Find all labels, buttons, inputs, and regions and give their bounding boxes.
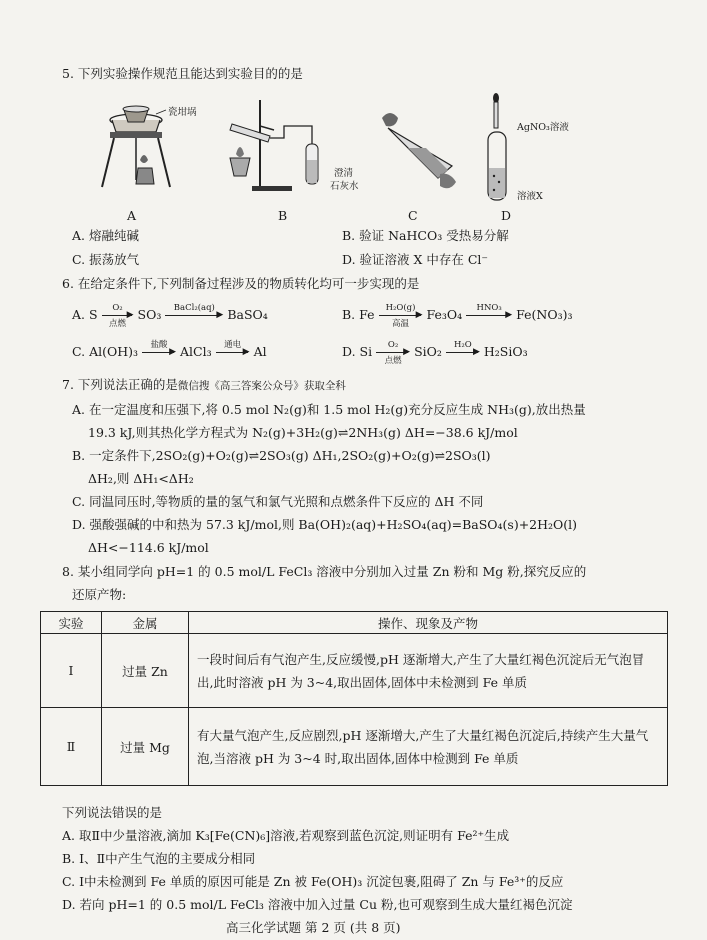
q6c-start: C. Al(OH)₃ xyxy=(72,344,139,359)
q6a-arrow-1: O₂ ▶ 点燃 xyxy=(102,308,134,323)
q6d-start: D. Si xyxy=(342,344,373,359)
q6c-mid: AlCl₃ xyxy=(179,344,212,359)
table-header-row xyxy=(41,612,668,634)
q5-option-a: A. 熔融纯碱 xyxy=(72,228,139,243)
q8-stem-1: 8. 某小组同学向 pH=1 的 0.5 mol/L FeCl₃ 溶液中分别加入过量 Zn 粉和 Mg 粉,探究反应的 xyxy=(62,564,587,579)
cell-experiment-1: Ⅰ xyxy=(41,634,102,708)
q6c-cond-1-top: 盐酸 xyxy=(150,340,168,350)
cell-metal-2: 过量 Mg xyxy=(102,708,189,786)
q6-option-c xyxy=(72,340,267,360)
q6-option-a xyxy=(72,303,268,329)
q8-option-c: C. Ⅰ中未检测到 Fe 单质的原因可能是 Zn 被 Fe(OH)₃ 沉淀包裹,阻碍了 Zn 与 Fe³⁺的反应 xyxy=(62,874,564,889)
q6a-cond-1-top: O₂ xyxy=(112,303,123,313)
cell-experiment-2: Ⅱ xyxy=(41,708,102,786)
q7-stem-text: 7. 下列说法正确的是 xyxy=(62,377,178,392)
cell-observation-2: 有大量气泡产生,反应剧烈,pH 逐渐增大,产生了大量红褐色沉淀后,持续产生大量气泡,当溶液 pH 为 3~4 时,取出固体,固体中检测到 Fe 单质 xyxy=(189,708,668,786)
q6c-arrow-1: 盐酸 ▶ xyxy=(142,345,176,360)
cell-metal-1: 过量 Zn xyxy=(102,634,189,708)
q8-option-b: B. Ⅰ、Ⅱ中产生气泡的主要成分相同 xyxy=(62,851,256,866)
q7-line-1: A. 在一定温度和压强下,将 0.5 mol N₂(g)和 1.5 mol H₂(g)充分反应生成 NH₃(g),放出热量 xyxy=(72,402,586,417)
q5-option-d: D. 验证溶液 X 中存在 Cl⁻ xyxy=(342,252,489,267)
q6c-end: Al xyxy=(253,344,267,359)
q6d-mid: SiO₂ xyxy=(414,344,442,359)
q7-stem xyxy=(62,377,346,394)
q6d-arrow-2: H₂O ▶ xyxy=(446,345,480,360)
q6d-cond-1-bot: 点燃 xyxy=(384,356,402,366)
q6d-end: H₂SiO₃ xyxy=(483,344,528,359)
note-crucible: 瓷坩埚 xyxy=(168,107,197,118)
table-row xyxy=(41,634,668,708)
note-limewater-2: 石灰水 xyxy=(330,181,359,192)
q6a-mid: SO₃ xyxy=(137,307,162,322)
q6b-cond-2-top: HNO₃ xyxy=(476,303,502,313)
q6-option-b xyxy=(342,303,573,329)
q6c-arrow-2: 通电 ▶ xyxy=(216,345,250,360)
q7-line-7: ΔH<−114.6 kJ/mol xyxy=(88,540,209,555)
q7-line-4: ΔH₂,则 ΔH₁<ΔH₂ xyxy=(88,471,194,486)
q8-option-a: A. 取Ⅱ中少量溶液,滴加 K₃[Fe(CN)₆]溶液,若观察到蓝色沉淀,则证明有 Fe²⁺生成 xyxy=(62,828,510,843)
q7-watermark: 微信搜《高三答案公众号》获取全科 xyxy=(177,380,346,392)
figure-b-heating-apparatus xyxy=(222,96,332,196)
header-observation: 操作、现象及产物 xyxy=(189,612,668,634)
q6-option-d xyxy=(342,340,528,366)
header-metal: 金属 xyxy=(102,612,189,634)
q7-line-6: D. 强酸强碱的中和热为 57.3 kJ/mol,则 Ba(OH)₂(aq)+H₂SO₄(aq)=BaSO₄(s)+2H₂O(l) xyxy=(72,517,578,532)
note-agno3: AgNO₃溶液 xyxy=(517,122,569,133)
q6d-cond-1-top: O₂ xyxy=(387,340,399,350)
q6b-cond-1-bot: 高温 xyxy=(392,319,410,329)
header-experiment: 实验 xyxy=(41,612,102,634)
q6b-cond-1-top: H₂O(g) xyxy=(385,303,416,313)
q5-option-c: C. 振荡放气 xyxy=(72,252,140,267)
figure-d-dropper-test-tube xyxy=(482,92,522,207)
page-footer: 高三化学试题 第 2 页 (共 8 页) xyxy=(226,920,401,935)
q6a-start: A. S xyxy=(72,307,98,322)
table-row xyxy=(41,708,668,786)
q6b-arrow-1: H₂O(g) ▶ 高温 xyxy=(379,308,423,323)
q6b-end: Fe(NO₃)₃ xyxy=(516,307,573,322)
figure-label-c: C xyxy=(408,208,418,223)
figure-label-b: B xyxy=(278,208,288,223)
q6a-arrow-2: BaCl₂(aq) ▶ xyxy=(165,308,223,323)
q6-stem: 6. 在给定条件下,下列制备过程涉及的物质转化均可一步实现的是 xyxy=(62,276,420,291)
q6d-cond-2-top: H₂O xyxy=(453,340,472,350)
note-limewater-1: 澄清 xyxy=(334,168,354,179)
q6b-arrow-2: HNO₃ ▶ xyxy=(466,308,512,323)
q8-sub-stem: 下列说法错误的是 xyxy=(62,805,163,820)
q7-line-5: C. 同温同压时,等物质的量的氢气和氯气光照和点燃条件下反应的 ΔH 不同 xyxy=(72,494,484,509)
experiment-table xyxy=(40,611,668,786)
q6b-mid: Fe₃O₄ xyxy=(426,307,463,322)
figure-label-d: D xyxy=(501,208,512,223)
q6a-cond-2-top: BaCl₂(aq) xyxy=(173,303,215,313)
q5-option-b: B. 验证 NaHCO₃ 受热易分解 xyxy=(342,228,509,243)
q7-line-2: 19.3 kJ,则其热化学方程式为 N₂(g)+3H₂(g)⇌2NH₃(g) ΔH=−38.6 kJ/mol xyxy=(88,425,518,440)
q6a-end: BaSO₄ xyxy=(227,307,268,322)
q8-option-d: D. 若向 pH=1 的 0.5 mol/L FeCl₃ 溶液中加入过量 Cu 粉,也可观察到生成大量红褐色沉淀 xyxy=(62,897,573,912)
q6d-arrow-1: O₂ ▶ 点燃 xyxy=(376,345,410,360)
q6a-cond-1-bot: 点燃 xyxy=(109,319,127,329)
q6c-cond-2-top: 通电 xyxy=(224,340,242,350)
q8-stem-2: 还原产物: xyxy=(72,587,127,602)
q5-stem: 5. 下列实验操作规范且能达到实验目的的是 xyxy=(62,66,303,81)
note-solution-x: 溶液X xyxy=(517,191,543,202)
cell-observation-1: 一段时间后有气泡产生,反应缓慢,pH 逐渐增大,产生了大量红褐色沉淀后无气泡冒出,此时溶液 pH 为 3~4,取出固体,固体中未检测到 Fe 单质 xyxy=(189,634,668,708)
q7-line-3: B. 一定条件下,2SO₂(g)+O₂(g)⇌2SO₃(g) ΔH₁,2SO₂(g)+O₂(g)⇌2SO₃(l) xyxy=(72,448,491,463)
q6b-start: B. Fe xyxy=(342,307,375,322)
figure-label-a: A xyxy=(127,208,137,223)
figure-c-separatory-funnel xyxy=(378,108,468,198)
